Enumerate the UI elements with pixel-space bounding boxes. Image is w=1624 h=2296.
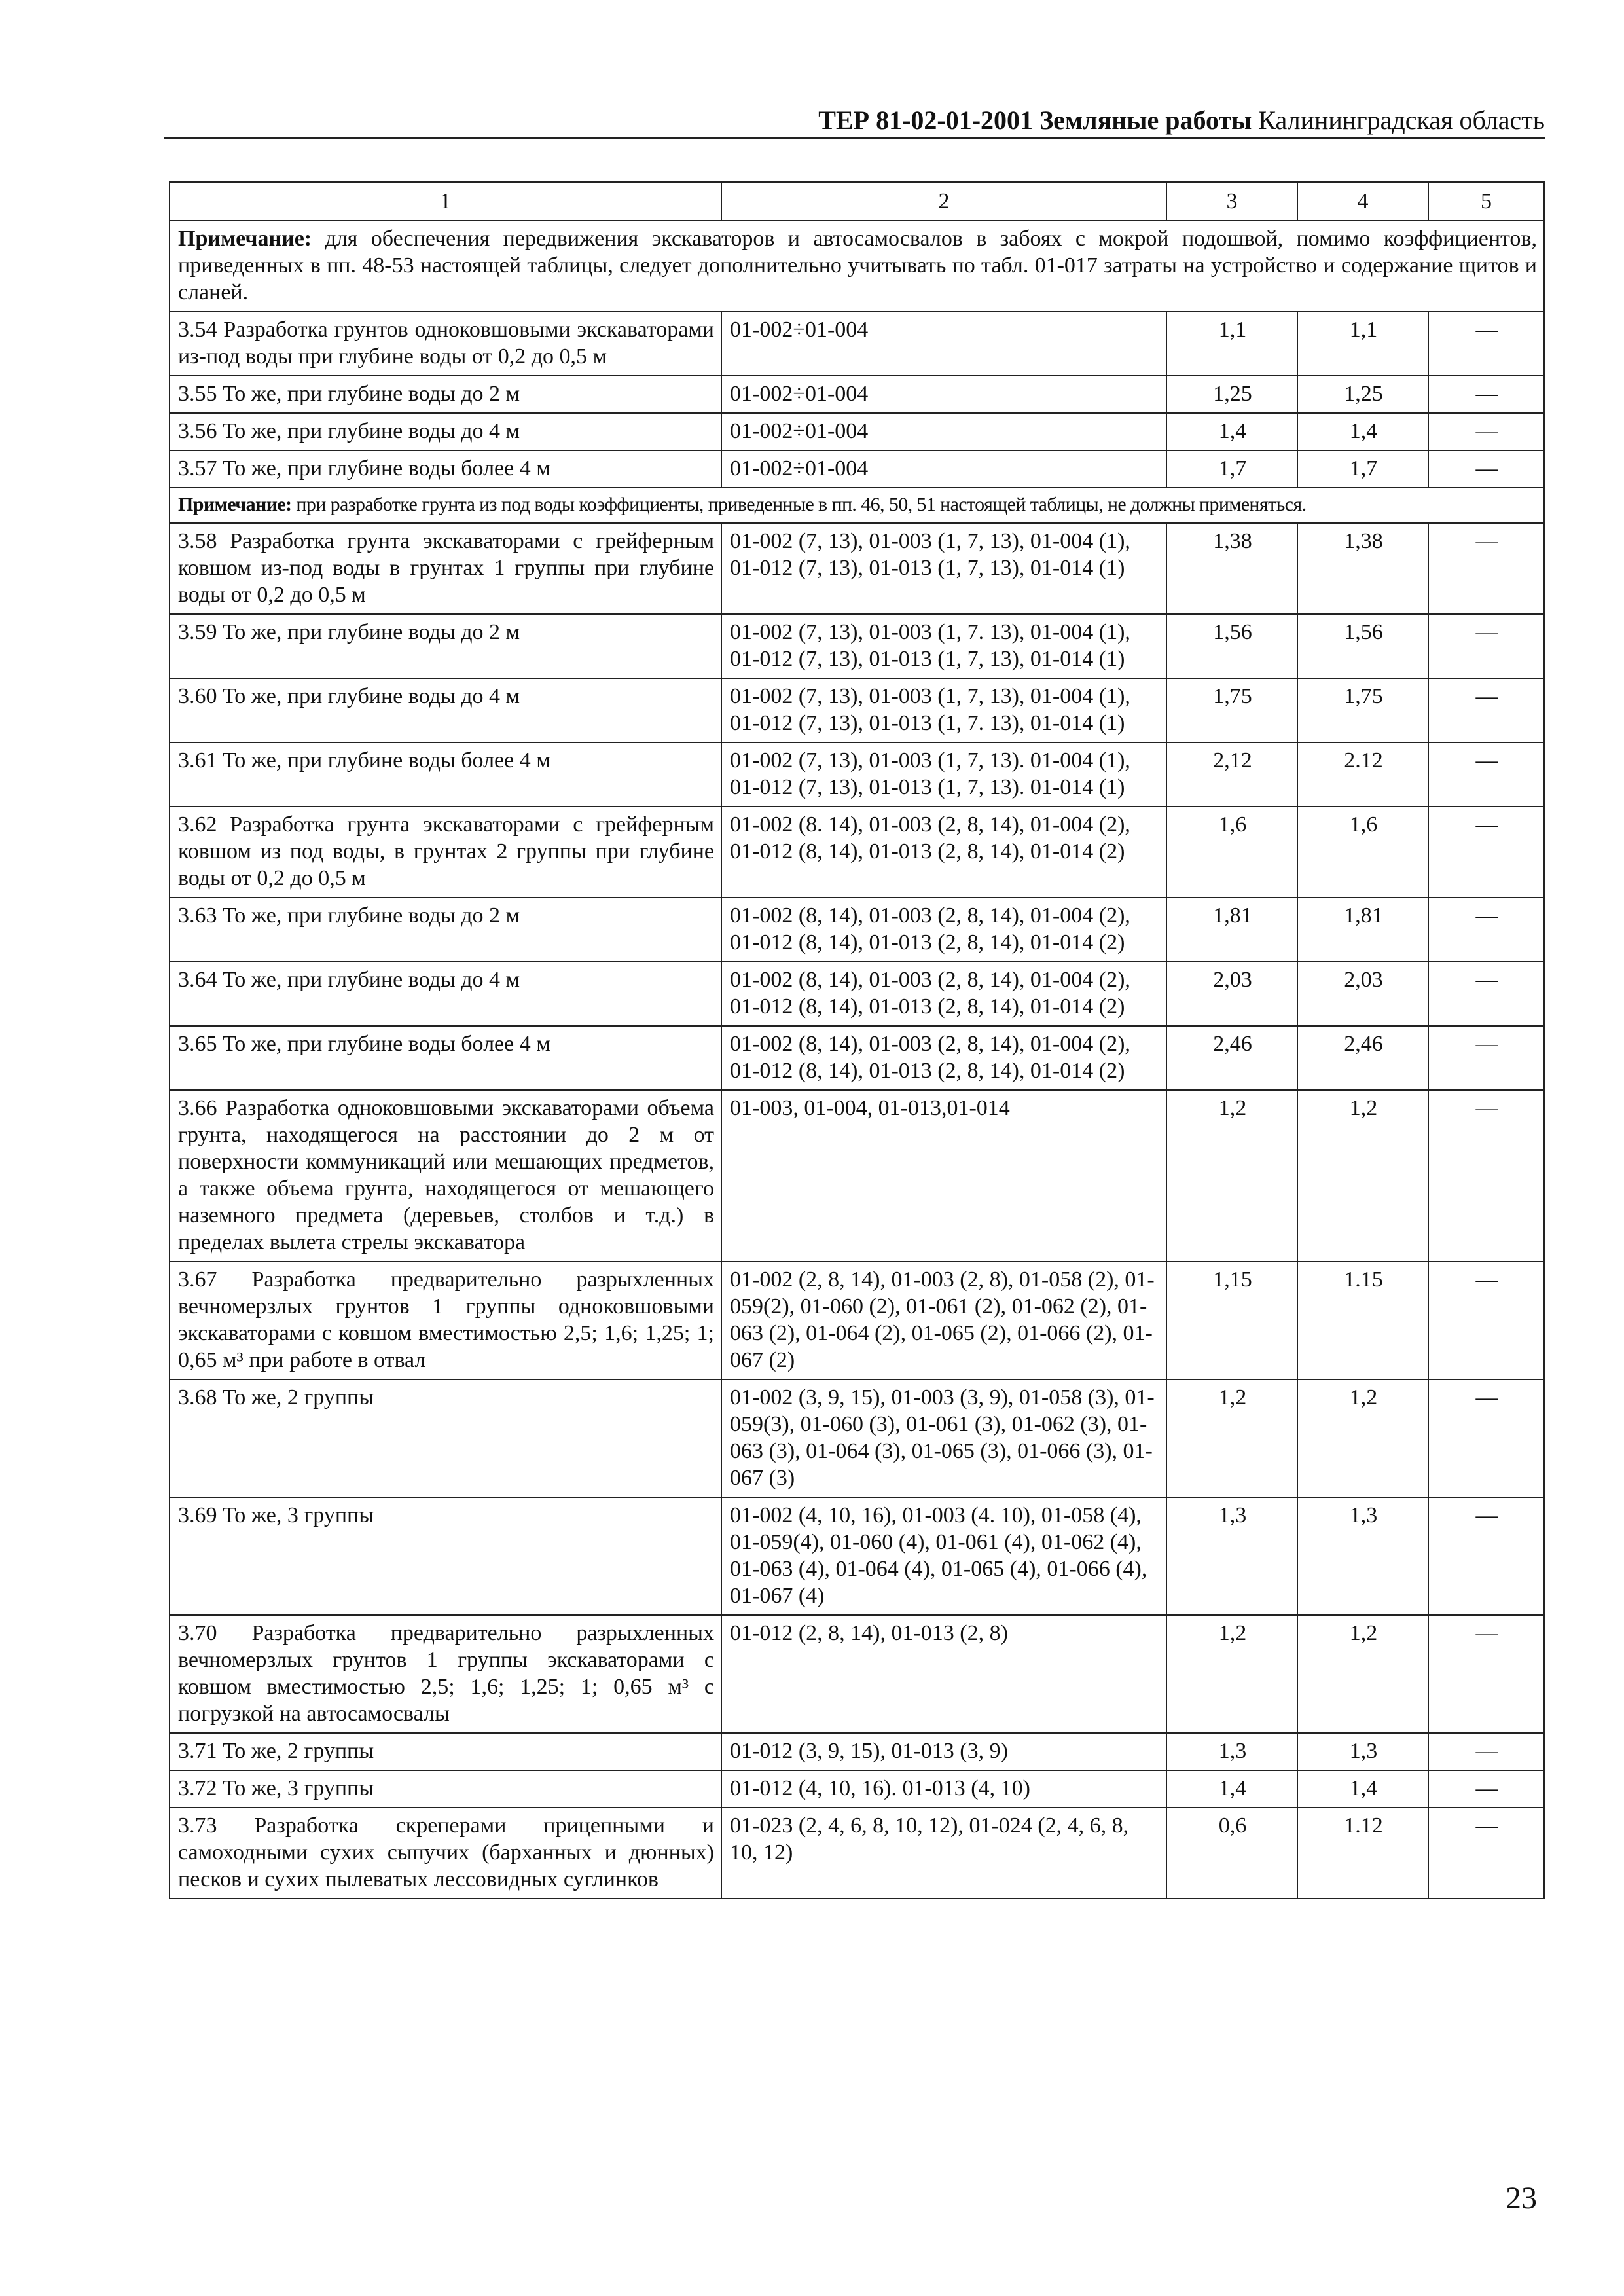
column-number: 2 [721,182,1166,221]
coefficient-col4: 1,56 [1297,614,1428,678]
coefficient-col5: — [1428,1262,1544,1379]
column-number: 4 [1297,182,1428,221]
table-row [170,807,1544,898]
table-codes: 01-002 (2, 8, 14), 01-003 (2, 8), 01-058 (2), 01-059(2), 01-060 (2), 01-061 (2), 01-062 (2), 01-063 (2), 01-064 (2), 01-065 (2), 01-066 (2), 01-067 (2) [721,1262,1166,1379]
table-row [170,1808,1544,1899]
table-codes: 01-003, 01-004, 01-013,01-014 [721,1090,1166,1262]
column-number: 5 [1428,182,1544,221]
page-number: 23 [1506,2181,1537,2215]
coefficient-col4: 1,4 [1297,413,1428,450]
coefficient-col5: — [1428,807,1544,898]
item-description: 3.54 Разработка грунтов одноковшовыми экскаваторами из-под воды при глубине воды от 0,2 до 0,5 м [170,312,721,376]
coefficient-col4: 1,3 [1297,1497,1428,1615]
note-text: для обеспечения передвижения экскаваторов и автосамосвалов в забоях с мокрой подошвой, помимо коэффициентов, приведенных в пп. 48-53 настоящей таблицы, следует дополнительно учитывать по табл. 01-017 затраты на устройство и содержание щитов и сланей. [178,227,1537,304]
note-row [170,221,1544,312]
note-label: Примечание: [178,494,292,515]
table-codes: 01-002 (8, 14), 01-003 (2, 8, 14), 01-004 (2), 01-012 (8, 14), 01-013 (2, 8, 14), 01-014 (2) [721,962,1166,1026]
coefficient-col4: 1,3 [1297,1733,1428,1770]
table-row [170,376,1544,413]
table-codes: 01-002 (8, 14), 01-003 (2, 8, 14), 01-004 (2), 01-012 (8, 14), 01-013 (2, 8, 14), 01-014 (2) [721,1026,1166,1090]
coefficient-col3: 1,2 [1166,1615,1297,1733]
coefficient-col4: 1,4 [1297,1770,1428,1808]
column-number: 3 [1166,182,1297,221]
coefficient-col5: — [1428,962,1544,1026]
table-row [170,413,1544,450]
item-description: 3.69 То же, 3 группы [170,1497,721,1615]
coefficient-col5: — [1428,614,1544,678]
note-label: Примечание: [178,227,312,251]
item-description: 3.66 Разработка одноковшовыми экскаваторами объема грунта, находящегося на расстоянии до 2 м от поверхности коммуникаций или мешающих предметов, а также объема грунта, находящегося от мешающего наземного предмета (деревьев, столбов и т.д.) в пределах вылета стрелы экскаватора [170,1090,721,1262]
coefficient-col5: — [1428,1770,1544,1808]
table-codes: 01-002 (7, 13), 01-003 (1, 7, 13). 01-004 (1), 01-012 (7, 13), 01-013 (1, 7, 13). 01-014 (1) [721,742,1166,807]
table-row [170,898,1544,962]
coefficient-col4: 1,25 [1297,376,1428,413]
table-codes: 01-002 (8. 14), 01-003 (2, 8, 14), 01-004 (2), 01-012 (8, 14), 01-013 (2, 8, 14), 01-014 (2) [721,807,1166,898]
coefficient-col3: 1,15 [1166,1262,1297,1379]
item-description: 3.73 Разработка скреперами прицепными и самоходными сухих сыпучих (барханных и дюнных) песков и сухих пылеватых лессовидных суглинков [170,1808,721,1899]
coefficient-col4: 1,2 [1297,1090,1428,1262]
coefficient-col4: 2,46 [1297,1026,1428,1090]
table-row [170,678,1544,742]
coefficient-col5: — [1428,376,1544,413]
coefficient-col3: 1,4 [1166,413,1297,450]
item-description: 3.67 Разработка предварительно разрыхленных вечномерзлых грунтов 1 группы одноковшовыми экскаваторами с ковшом вместимостью 2,5; 1,6; 1,25; 1; 0,65 м³ при работе в отвал [170,1262,721,1379]
table-codes: 01-002 (3, 9, 15), 01-003 (3, 9), 01-058 (3), 01-059(3), 01-060 (3), 01-061 (3), 01-062 (3), 01-063 (3), 01-064 (3), 01-065 (3), 01-066 (3), 01-067 (3) [721,1379,1166,1497]
header-rule [164,137,1545,139]
header-region: Калининградская область [1258,105,1545,135]
coefficient-col3: 1,4 [1166,1770,1297,1808]
coefficient-col3: 1,56 [1166,614,1297,678]
table-row [170,1379,1544,1497]
table-row [170,1090,1544,1262]
coefficient-col4: 1,2 [1297,1379,1428,1497]
table-codes: 01-002 (8, 14), 01-003 (2, 8, 14), 01-004 (2), 01-012 (8, 14), 01-013 (2, 8, 14), 01-014 (2) [721,898,1166,962]
coefficient-col3: 0,6 [1166,1808,1297,1899]
coefficient-col3: 1,75 [1166,678,1297,742]
coefficient-col3: 2,12 [1166,742,1297,807]
coefficient-col5: — [1428,523,1544,614]
item-description: 3.58 Разработка грунта экскаваторами с грейферным ковшом из-под воды в грунтах 1 группы при глубине воды от 0,2 до 0,5 м [170,523,721,614]
note-row [170,488,1544,523]
item-description: 3.71 То же, 2 группы [170,1733,721,1770]
coefficient-col4: 1,75 [1297,678,1428,742]
coefficient-col4: 2.12 [1297,742,1428,807]
coefficient-col3: 1,1 [1166,312,1297,376]
coefficient-col5: — [1428,1615,1544,1733]
table-codes: 01-002 (7, 13), 01-003 (1, 7, 13), 01-004 (1), 01-012 (7, 13), 01-013 (1, 7. 13), 01-014 (1) [721,678,1166,742]
coefficient-col4: 1,2 [1297,1615,1428,1733]
table-row [170,1026,1544,1090]
coefficient-table [169,181,1545,1899]
table-row [170,742,1544,807]
table-codes: 01-002 (7, 13), 01-003 (1, 7. 13), 01-004 (1), 01-012 (7, 13), 01-013 (1, 7, 13), 01-014 (1) [721,614,1166,678]
coefficient-col3: 1,81 [1166,898,1297,962]
table-row [170,1770,1544,1808]
item-description: 3.65 То же, при глубине воды более 4 м [170,1026,721,1090]
table-codes: 01-012 (3, 9, 15), 01-013 (3, 9) [721,1733,1166,1770]
coefficient-col3: 1,2 [1166,1090,1297,1262]
header-section: Земляные работы [1039,105,1252,135]
coefficient-col4: 1.12 [1297,1808,1428,1899]
coefficient-col5: — [1428,450,1544,488]
item-description: 3.57 То же, при глубине воды более 4 м [170,450,721,488]
coefficient-col5: — [1428,742,1544,807]
coefficient-col5: — [1428,1026,1544,1090]
coefficient-col3: 2,03 [1166,962,1297,1026]
item-description: 3.61 То же, при глубине воды более 4 м [170,742,721,807]
table-row [170,1262,1544,1379]
item-description: 3.63 То же, при глубине воды до 2 м [170,898,721,962]
item-description: 3.55 То же, при глубине воды до 2 м [170,376,721,413]
table-codes: 01-002÷01-004 [721,413,1166,450]
table-codes: 01-002÷01-004 [721,312,1166,376]
coefficient-col4: 1,1 [1297,312,1428,376]
item-description: 3.68 То же, 2 группы [170,1379,721,1497]
coefficient-col4: 1.15 [1297,1262,1428,1379]
coefficient-col5: — [1428,1090,1544,1262]
item-description: 3.72 То же, 3 группы [170,1770,721,1808]
table-codes: 01-002 (7, 13), 01-003 (1, 7, 13), 01-004 (1), 01-012 (7, 13), 01-013 (1, 7, 13), 01-014 (1) [721,523,1166,614]
note-cell [170,221,1544,312]
coefficient-col5: — [1428,1808,1544,1899]
coefficient-col4: 1,7 [1297,450,1428,488]
coefficient-col5: — [1428,413,1544,450]
table-row [170,962,1544,1026]
table-row [170,614,1544,678]
coefficient-col3: 2,46 [1166,1026,1297,1090]
coefficient-col5: — [1428,1733,1544,1770]
column-number: 1 [170,182,721,221]
table-row [170,1497,1544,1615]
table-row [170,450,1544,488]
table-codes: 01-002÷01-004 [721,376,1166,413]
table-codes: 01-012 (2, 8, 14), 01-013 (2, 8) [721,1615,1166,1733]
note-cell [170,488,1544,523]
coefficient-col4: 2,03 [1297,962,1428,1026]
table-row [170,1615,1544,1733]
coefficient-col4: 1,6 [1297,807,1428,898]
coefficient-col3: 1,38 [1166,523,1297,614]
item-description: 3.64 То же, при глубине воды до 4 м [170,962,721,1026]
note-text: при разработке грунта из под воды коэффициенты, приведенные в пп. 46, 50, 51 настоящей таблицы, не должны применяться. [291,494,1307,515]
coefficient-col5: — [1428,898,1544,962]
coefficient-col3: 1,3 [1166,1497,1297,1615]
column-number-row [170,182,1544,221]
item-description: 3.62 Разработка грунта экскаваторами с грейферным ковшом из под воды, в грунтах 2 группы при глубине воды от 0,2 до 0,5 м [170,807,721,898]
coefficient-col4: 1,81 [1297,898,1428,962]
item-description: 3.70 Разработка предварительно разрыхленных вечномерзлых грунтов 1 группы экскаваторами с ковшом вместимостью 2,5; 1,6; 1,25; 1; 0,65 м³ с погрузкой на автосамосвалы [170,1615,721,1733]
table-row [170,1733,1544,1770]
coefficient-col3: 1,7 [1166,450,1297,488]
coefficient-col3: 1,6 [1166,807,1297,898]
table-codes: 01-002÷01-004 [721,450,1166,488]
coefficient-col5: — [1428,1497,1544,1615]
table-codes: 01-012 (4, 10, 16). 01-013 (4, 10) [721,1770,1166,1808]
coefficient-col5: — [1428,312,1544,376]
table-row [170,523,1544,614]
coefficient-col4: 1,38 [1297,523,1428,614]
table-codes: 01-002 (4, 10, 16), 01-003 (4. 10), 01-058 (4), 01-059(4), 01-060 (4), 01-061 (4), 01-062 (4), 01-063 (4), 01-064 (4), 01-065 (4), 01-066 (4), 01-067 (4) [721,1497,1166,1615]
table-row [170,312,1544,376]
coefficient-col3: 1,25 [1166,376,1297,413]
coefficient-col3: 1,3 [1166,1733,1297,1770]
table-codes: 01-023 (2, 4, 6, 8, 10, 12), 01-024 (2, 4, 6, 8, 10, 12) [721,1808,1166,1899]
header-code: ТЕР 81-02-01-2001 [818,105,1034,135]
coefficient-col5: — [1428,678,1544,742]
item-description: 3.60 То же, при глубине воды до 4 м [170,678,721,742]
item-description: 3.56 То же, при глубине воды до 4 м [170,413,721,450]
coefficient-col5: — [1428,1379,1544,1497]
item-description: 3.59 То же, при глубине воды до 2 м [170,614,721,678]
running-header [164,105,1545,136]
coefficient-col3: 1,2 [1166,1379,1297,1497]
